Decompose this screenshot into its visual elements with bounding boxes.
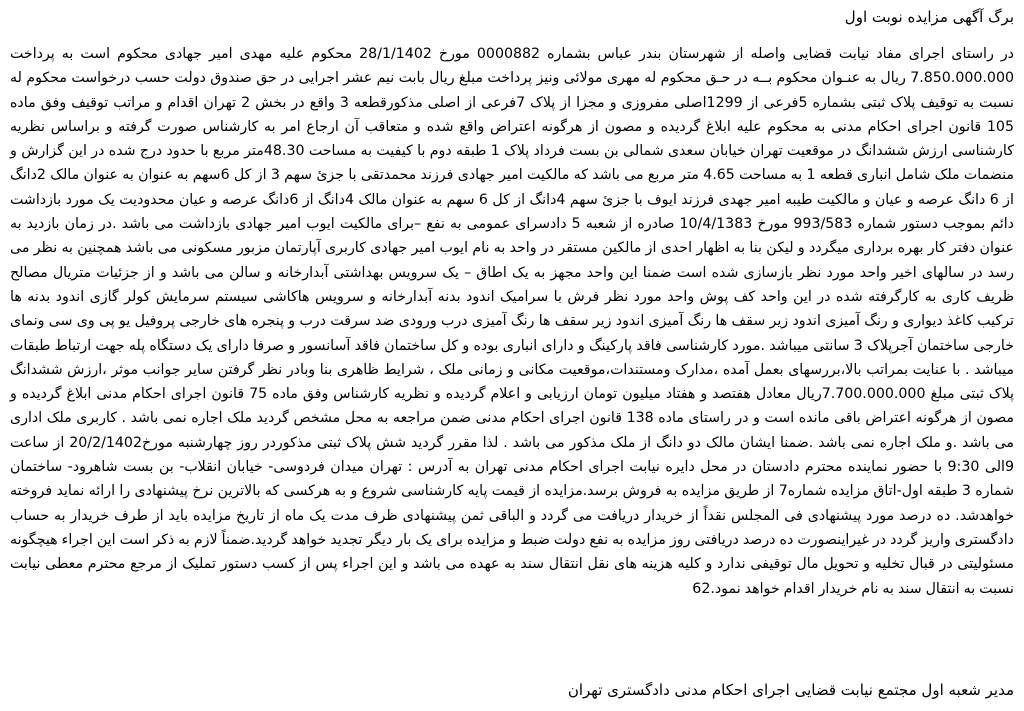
auction-notice xyxy=(10,6,1014,705)
notice-signature: مدیر شعبه اول مجتمع نیابت قضایی اجرای احکام مدنی دادگستری تهران xyxy=(567,681,1014,699)
notice-body: در راستای اجرای مفاد نیابت قضایی واصله از شهرستان بندر عباس بشماره 0000882 مورخ 28/1/1402 محکوم علیه مهدی امیر جهادی محکوم است به پرداخت 7.850.000.000 ریال به عنـوان محکوم بــه در حـق محکوم له مهری مولائی ونیز پرداخت مبلغ ریال بابت نیم عشر اجرایی در حق صندوق دولت حسب درخواست محکوم له نسبت به توقیف پلاک ثبتی بشماره 5فرعی از 1299اصلی مفروزی و مجزا از پلاک 7فرعی از اصلی مذکورقطعه 3 واقع در بخش 2 تهران اقدام و مراتب توقیف وفق ماده 105 قانون اجرای احکام مدنی به محکوم علیه ابلاغ گردیده و مصون از هرگونه اعتراض واقع شده و متعاقب آن ارجاع امر به کارشناس صورت گرفته و براساس نظریه کارشناسی ارزش ششدانگ در موقعیت تهران خیابان سعدی شمالی بن بست فرداد پلاک 1 طبقه دوم با کیفیت به مساحت 48.30متر مربع با حدود درج شده در این گزارش و منضمات ملک شامل انباری قطعه 1 به مساحت 4.65 متر مربع می باشد که مالکیت امیر جهادی فرزند محمدتقی با جزئ سهم 3 از کل 6سهم به عنوان به عنوان مالک 2دانگ از 6 دانگ عرصه و عیان و مالکیت طیبه امیر جهدی فرزند ایوف با جزئ سهم 4دانگ از کل 6 سهم به عنوان مالک 4دانگ از 6دانگ عرصه و عیان محدودیت یک مورد بازداشت دائم بموجب دستور شماره 993/583 مورخ 10/4/1383 صادره از شعبه 5 دادسرای عمومی به نفع –برای مالکیت ایوب امیر جهادی بازداشت می باشد .در زمان بازدید به عنوان دفتر کار بهره برداری میگردد و لیکن بنا به اظهار احدی از مالکین مستقر در واحد به نام ایوب امیر جهادی کاربری آپارتمان مزبور مسکونی می باشد همچنین به نظر می رسد در سالهای اخیر واحد مورد نظر بازسازی شده است ضمنا این واحد مجهز به یک اطاق – یک سرویس بهداشتی آبدارخانه و سالن می باشد و از جزئیات متریال مصالح ظریف کاری به کارگرفته شده در این واحد کف پوش واحد مورد نظر فرش با سرامیک اندود بدنه آبدارخانه و سرویس هاکاشی سیستم سرمایش کولر گازی اندود بدنه ها ترکیب کاغذ دیواری و رنگ آمیزی اندود زیر سقف ها رنگ آمیزی اندود زیر سقف ها رنگ آمیزی درب ورودی ضد سرقت درب و پنجره های خارجی پروفیل یو پی وی سی ونمای خارجی ساختمان آجرپلاک 3 سانتی میباشد .مورد کارشناسی فاقد پارکینگ و دارای انباری بوده و کل ساختمان فاقد آسانسور و صرفا دارای یک دستگاه پله جهت ارتباط طبقات میباشد . با عنایت بمراتب بالا،بررسهای بعمل آمده ،مدارک ومستندات،موقعیت مکانی و زمانی ملک ، شرایط ظاهری بنا وبادر نظر گرفتن سایر جوانب موثر ،ارزش ششدانگ پلاک ثبتی مبلغ 7.700.000.000ریال معادل هفتصد و هفتاد میلیون تومان ارزیابی و اعلام گردیده و نظریه کارشناس وفق ماده 75 قانون اجرای احکام مدنی ابلاغ گردیده و مصون از هرگونه اعتراض باقی مانده است و در راستای ماده 138 قانون اجرای احکام مدنی ضمن مراجعه به محل مشخص گردید ملک اجاره نمی باشد . کاربری ملک اداری می باشد .و ملک اجاره نمی باشد .ضمنا ایشان مالک دو دانگ از ملک مذکور می باشد . لذا مقرر گردید شش پلاک ثبتی مذکوردر روز چهارشنبه مورخ20/2/1402 از ساعت 9الی 9:30 با حضور نماینده محترم دادستان در محل دایره نیابت اجرای احکام مدنی تهران به آدرس : تهران میدان فردوسی- خیابان انقلاب- بن بست شاهرود- ساختمان شماره 3 طبقه اول-اتاق مزایده شماره7 از طریق مزایده به فروش برسد.مزایده از قیمت پایه کارشناسی شروع و به هرکسی که بالاترین نرخ پیشنهادی را ارائه نماید فروخته خواهدشد. ده درصد مورد پیشنهادی فی المجلس نقداً از خریدار دریافت می گردد و الباقی ثمن پیشنهادی ظرف مدت یک ماه از تاریخ مزایده باید از طرف خریدار به حساب دادگستری واریز گردد در غیراینصورت ده درصد دریافتی روز مزایده به نفع دولت ضبط و مزایده برای یک بار دیگر تجدید خواهد گردید.ضمناً لازم به ذکر است این اجراء هیچگونه مسئولیتی در قبال تخلیه و تحویل مال توقیفی ندارد و کلیه هزینه های نقل انتقال سند به عهده می باشد و این اجراء پس از کسب دستور تملیک از مرجع محترم معطی نیابت نسبت به انتقال سند به نام خریدار اقدام خواهد نمود.62 xyxy=(10,46,1015,597)
notice-title: برگ آگهی مزایده نوبت اول xyxy=(844,8,1014,26)
